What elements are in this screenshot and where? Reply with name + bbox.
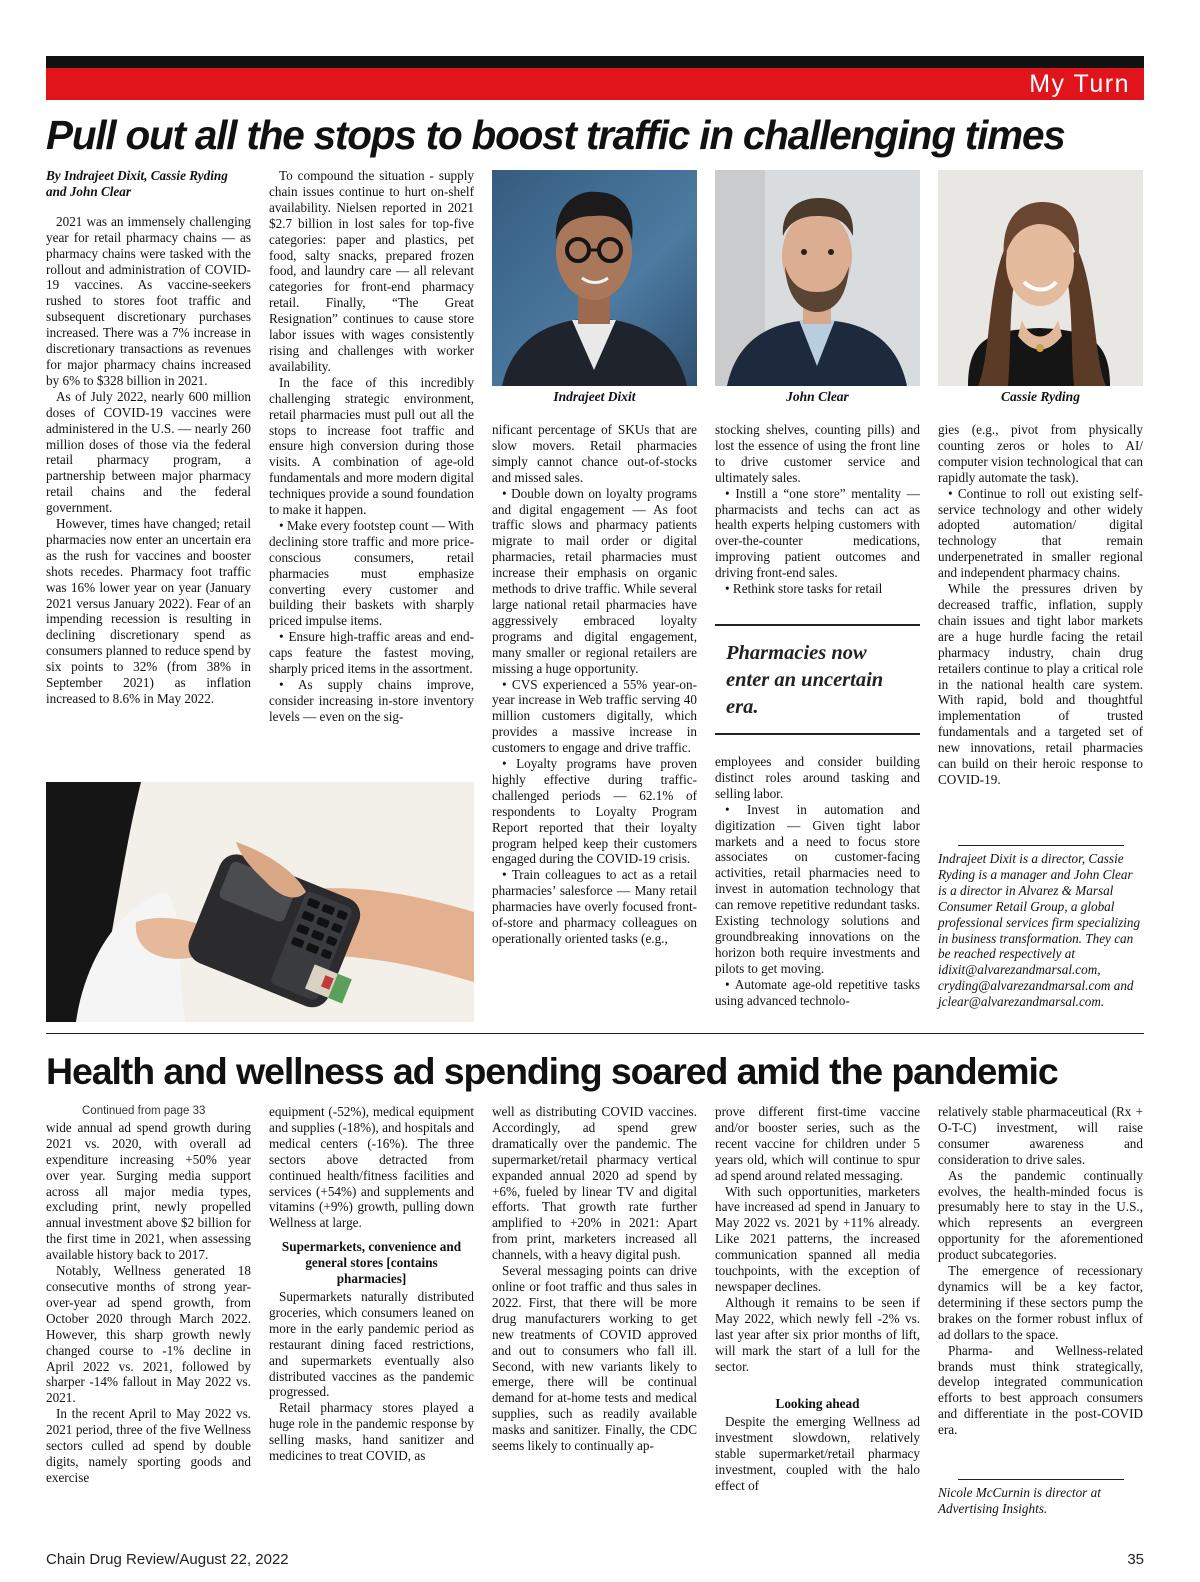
paragraph: • Instill a “one store” mentality — pharmacists and techs can act as health experts helping customers with over-the-counter medications, improving patient outcomes and driving front-end sales. xyxy=(715,485,920,581)
section-label: My Turn xyxy=(1029,70,1130,98)
paragraph: equipment (-52%), medical equipment and supplies (-18%), and hospitals and medical centers (-16%). The three sectors above detracted from continued health/fitness facilities and services (+54%) and supplements and vitamins (+9%) growth, pulling down Wellness at large. xyxy=(269,1104,474,1231)
pullquote-rule-top xyxy=(715,624,920,626)
author-note-rule xyxy=(958,1479,1124,1480)
paragraph: • CVS experienced a 55% year-on-year increase in Web traffic serving 40 million customers digitally, which provides a massive increase in customers to engage and drive traffic. xyxy=(492,676,697,756)
paragraph: While the pressures driven by decreased traffic, inflation, supply chain issues and tight labor markets are a huge hurdle facing the retail pharmacy industry, chain drug retailers continue to play a critical role in the national health care system. With rapid, bold and thoughtful implementation of trusted fundamentals and a targeted set of new innovations, retail pharmacies can build on their heroic response to COVID-19. xyxy=(938,581,1143,787)
paragraph: Although it remains to be seen if May 2022, which newly fell -2% vs. last year after six prior months of lift, will mark the start of a lull for the sector. xyxy=(715,1294,920,1374)
paragraph: employees and consider building distinct roles around tasking and selling labor. xyxy=(715,754,920,801)
article1-column-4-bottom xyxy=(715,754,920,1009)
paragraph: stocking shelves, counting pills) and lost the essence of using the front line to drive customer service and ultimately sales. xyxy=(715,422,920,485)
paragraph: Supermarkets naturally distributed groceries, which consumers leaned on more in the early pandemic period as restaurant dining faced restrictions, and supermarkets eventually also distributed vaccines as the pandemic progressed. xyxy=(269,1288,474,1400)
article2-column-2 xyxy=(269,1104,474,1464)
footer-publication: Chain Drug Review/August 22, 2022 xyxy=(46,1551,289,1568)
paragraph: • Automate age-old repetitive tasks using advanced technolo- xyxy=(715,976,920,1008)
paragraph: well as distributing COVID vaccines. Accordingly, ad spend grew dramatically over the pandemic. The supermarket/retail pharmacy vertical expanded annual 2020 ad spend by +6%, fueled by linear TV and digital efforts. That growth rate further amplified to +20% in 2021: Apart from print, marketers increased all channels, with a heavy digital push. xyxy=(492,1104,697,1263)
byline: By Indrajeet Dixit, Cassie Ryding and John Clear xyxy=(46,168,228,199)
card-payment-photo xyxy=(46,782,474,1022)
paragraph: In the recent April to May 2022 vs. 2021 period, three of the five Wellness sectors culled ad spend by double digits, namely sporting goods and exercise xyxy=(46,1406,251,1485)
author-bio-text: Indrajeet Dixit is a director, Cassie Ryding is a manager and John Clear is a director in Alvarez & Marsal Consumer Retail Group, a global professional services firm specializing in business transformation. They can be reached respectively at idixit@alvarezandmarsal.com, cryding@alvarezandmarsal.com and jclear@alvarezandmarsal.com. xyxy=(938,851,1141,1010)
pullquote-rule-bottom xyxy=(715,733,920,735)
article1-column-3 xyxy=(492,422,697,947)
article-headline: Pull out all the stops to boost traffic in challenging times xyxy=(46,112,1065,158)
continued-from: Continued from page 33 xyxy=(82,1105,206,1117)
author-bio-rule xyxy=(958,845,1124,846)
paragraph: • Double down on loyalty programs and digital engagement — As foot traffic slows and pharmacy patients migrate to mail order or digital pharmacies, retail pharmacies must increase their emphasis on organic methods to drive traffic. While several large national retail pharmacies have aggressively embraced loyalty programs and digital engagement, many smaller or regional retailers are missing a huge opportunity. xyxy=(492,485,697,676)
photo-caption: Indrajeet Dixit xyxy=(553,389,636,404)
paragraph: relatively stable pharmaceutical (Rx + O-T-C) investment, will raise consumer awareness and consideration to drive sales. xyxy=(938,1104,1143,1167)
card-reader-illustration xyxy=(46,782,474,1022)
paragraph: 2021 was an immensely challenging year for retail pharmacy chains — as pharmacy chains were tasked with the rollout and administration of COVID-19 vaccines. As vaccine-seekers rushed to stores foot traffic and subsequent discretionary purchases increased. There was a 7% increase in discretionary transactions as revenues for major pharmacy chains increased by 6% to $328 billion in 2021. xyxy=(46,213,251,388)
paragraph: To compound the situation - supply chain issues continue to hurt on-shelf availability. Nielsen reported in 2021 $2.7 billion in lost sales for top-five categories: paper and plastics, pet food, salty snacks, prepared frozen food, and laundry care — all relevant categories for front-end pharmacy retail. Finally, “The Great Resignation” continues to cause store labor issues with wages consistently rising and challenges with worker availability. xyxy=(269,168,474,374)
subheading: Looking ahead xyxy=(775,1396,860,1412)
portrait-indrajeet-dixit xyxy=(492,170,697,386)
paragraph: As of July 2022, nearly 600 million doses of COVID-19 vaccines were administered in the U.S. — nearly 260 million doses of those via the federal retail pharmacy program, a partnership between major pharmacy retail chains and the federal government. xyxy=(46,388,251,516)
paragraph: Pharma- and Wellness-related brands must think strategically, develop integrated communication efforts to best approach consumers and differentiate in the post-COVID era. xyxy=(938,1342,1143,1438)
paragraph: • As supply chains improve, consider increasing in-store inventory levels — even on the sig- xyxy=(269,677,474,724)
pull-quote: Pharmacies now enter an uncertain era. xyxy=(726,642,884,718)
portrait-john-clear xyxy=(715,170,920,386)
paragraph: Despite the emerging Wellness ad investment slowdown, relatively stable supermarket/retail pharmacy investment, coupled with the halo effect of xyxy=(715,1414,920,1493)
paragraph: • Ensure high-traffic areas and end-caps feature the fastest moving, sharply priced items in the assortment. xyxy=(269,629,474,677)
paragraph: As the pandemic continually evolves, the health-minded focus is presumably here to stay in the U.S., which represents an evergreen opportunity for the aforementioned product subcategories. xyxy=(938,1167,1143,1263)
portrait-cassie-ryding xyxy=(938,170,1143,386)
paragraph: Retail pharmacy stores played a huge role in the pandemic response by selling masks, hand sanitizer and medicines to treat COVID, as xyxy=(269,1400,474,1464)
paragraph: Several messaging points can drive online or foot traffic and thus sales in 2022. First, that there will be more drug manufacturers working to get new treatments of COVID approved and out to consumers who fall ill. Second, with new variants likely to emerge, there will be continual demand for at-home tests and medical supplies, such as readily available masks and sanitizer. Finally, the CDC seems likely to continually ap- xyxy=(492,1263,697,1454)
paragraph: gies (e.g., pivot from physically counting zeros or holes to AI/ computer vision technological that can rapidly automate the task). xyxy=(938,422,1143,485)
paragraph: The emergence of recessionary dynamics will be a key factor, determining if these sectors pump the brakes on the former robust influx of ad dollars to the space. xyxy=(938,1263,1143,1342)
photo-caption: Cassie Ryding xyxy=(1001,389,1080,404)
paragraph: prove different first-time vaccine and/or booster series, such as the recent vaccine for children under 5 years old, which will continue to spur ad spend around related messaging. xyxy=(715,1104,920,1183)
article2-column-1 xyxy=(46,1104,251,1486)
author-note-text: Nicole McCurnin is director at Advertising Insights. xyxy=(938,1485,1101,1516)
paragraph: With such opportunities, marketers have increased ad spend in January to May 2022 vs. 2021 by +11% already. Like 2021 patterns, the increased communication spanned all media touchpoints, with the exception of newspaper declines. xyxy=(715,1183,920,1294)
article2-column-5 xyxy=(938,1104,1143,1438)
subheading: Supermarkets, convenience and general stores [contains pharmacies] xyxy=(281,1239,462,1287)
article1-column-2 xyxy=(269,168,474,725)
article1-column-5 xyxy=(938,422,1143,788)
paragraph: • Invest in automation and digitization — Given tight labor markets and a need to focus store associates on customer-facing activities, retail pharmacies need to invest in automation technology that can remove repetitive redundant tasks. Existing technology solutions and groundbreaking innovations on the horizon both require investments and pilots to get moving. xyxy=(715,801,920,976)
author-note xyxy=(938,1485,1143,1517)
article1-column-1 xyxy=(46,168,251,707)
author-bio xyxy=(938,851,1143,1010)
article1-column-4-top xyxy=(715,422,920,597)
article2-column-3 xyxy=(492,1104,697,1454)
paragraph: • Train colleagues to act as a retail pharmacies’ salesforce — Many retail pharmacies have overly focused front-of-store and pharmacy colleagues on operationally oriented tasks (e.g., xyxy=(492,867,697,946)
article2-column-4 xyxy=(715,1104,920,1494)
photo-caption: John Clear xyxy=(786,389,849,404)
paragraph: • Make every footstep count — With declining store traffic and more price-conscious consumers, retail pharmacies must emphasize converting every customer and building their baskets with sharply priced impulse items. xyxy=(269,517,474,629)
paragraph: Notably, Wellness generated 18 consecutive months of strong year-over-year ad spend growth, from October 2020 through March 2022. However, this sharp growth newly changed course to -1% decline in April 2022 vs. 2021, followed by sharper -14% fallout in May 2022 vs. 2021. xyxy=(46,1263,251,1406)
paragraph: In the face of this incredibly challenging strategic environment, retail pharmacies must pull out all the stops to increase foot traffic and ensure high conversion during those visits. A combination of age-old fundamentals and more modern digital techniques provide a sound foundation to make it happen. xyxy=(269,374,474,518)
paragraph: • Loyalty programs have proven highly effective during traffic-challenged periods — 62.1% of respondents to Loyalty Program Report reported that their loyalty program helped keep their customers engaged during the COVID-19 crisis. xyxy=(492,756,697,867)
header-black-bar xyxy=(46,56,1144,68)
paragraph: nificant percentage of SKUs that are slow movers. Retail pharmacies simply cannot chance out-of-stocks and missed sales. xyxy=(492,422,697,485)
paragraph: However, times have changed; retail pharmacies now enter an uncertain era as the rush for vaccines and booster shots recedes. Pharmacy foot traffic was 16% lower year on year (January 2021 versus January 2022). Fear of an impending recession is resulting in declining discretionary spend as consumers planned to reduce spend by six points to 32% (from 38% in September 2021) as inflation increased to 8.6% in May 2022. xyxy=(46,516,251,706)
portrait-photo xyxy=(938,170,1143,386)
portrait-photo xyxy=(715,170,920,386)
paragraph: wide annual ad spend growth during 2021 vs. 2020, with overall ad expenditure increasing +50% year over year. Surging media support across all major media types, excluding print, newly propelled annual investment above $2 billion for the first time in 2021, when assessing available history back to 2017. xyxy=(46,1119,251,1263)
paragraph: • Continue to roll out existing self-service technology and other widely adopted automation/ digital technology that remain underpenetrated in smaller regional and independent pharmacy chains. xyxy=(938,485,1143,581)
article-separator xyxy=(46,1033,1144,1034)
paragraph: • Rethink store tasks for retail xyxy=(725,581,883,597)
page-number: 35 xyxy=(1127,1551,1144,1568)
portrait-photo xyxy=(492,170,697,386)
article2-headline: Health and wellness ad spending soared amid the pandemic xyxy=(46,1050,1058,1092)
